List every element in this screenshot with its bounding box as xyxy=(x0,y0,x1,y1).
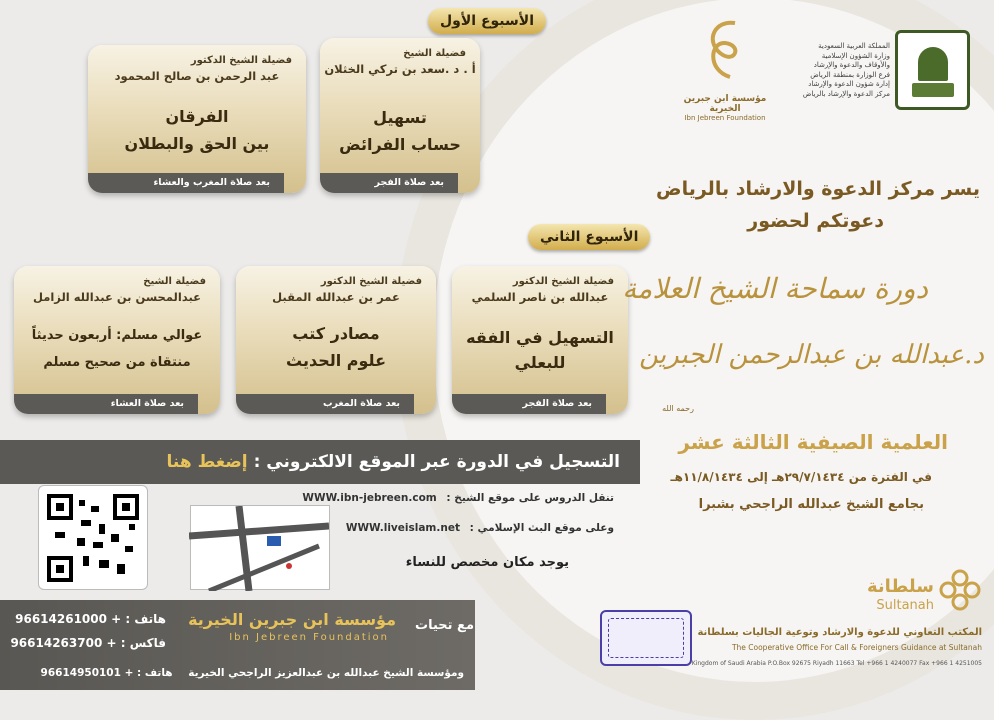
course-title: التسهيل في الفقه xyxy=(466,328,614,347)
registration-text: التسجيل في الدورة عبر الموقع الالكتروني : xyxy=(253,452,620,472)
speaker-title: فضيلة الشيخ xyxy=(403,48,466,59)
site2-label: وعلى موقع البث الإسلامي : xyxy=(469,522,614,534)
footer-phone-line xyxy=(15,612,166,626)
rajhi-phone-label: هاتف : xyxy=(137,667,173,679)
phone-number: 96614261000 + xyxy=(15,612,122,626)
week-one-label: الأسبوع الأول xyxy=(428,8,546,34)
sultanah-logo xyxy=(938,568,983,613)
invite-line-1: يسر مركز الدعوة والارشاد بالرياض xyxy=(656,178,980,200)
footer-thanks: مع تحيات xyxy=(415,618,474,633)
course-card xyxy=(452,266,628,414)
registration-bar xyxy=(0,440,640,484)
course-time: بعد صلاة الفجر xyxy=(452,394,606,414)
course-card xyxy=(320,38,480,193)
course-title-2: د.عبدالله بن عبدالرحمن الجبرين xyxy=(639,340,984,370)
course-time: بعد صلاة المغرب xyxy=(236,394,414,414)
speaker-name: عمر بن عبدالله المقبل xyxy=(272,290,400,304)
mosque-icon xyxy=(918,47,948,81)
ministry-logo xyxy=(895,30,970,110)
coop-ar: المكتب التعاوني للدعوة والارشاد وتوعية الجاليات بسلطانة xyxy=(697,627,982,638)
course-place: بجامع الشيخ عبدالله الراجحي بشبرا xyxy=(698,497,924,512)
qr-code[interactable] xyxy=(38,485,148,590)
rajhi-phone: 96614950101 + xyxy=(40,667,134,679)
fax-label: فاكس : xyxy=(120,636,166,650)
course-dates: في الفترة من ٢٩/٧/١٤٣٤هـ إلى ١١/٨/١٤٣٤هـ xyxy=(670,470,932,484)
course-title-1: دورة سماحة الشيخ العلامة xyxy=(622,272,928,305)
week-two-label: الأسبوع الثاني xyxy=(528,224,650,250)
fax-number: 96614263700 + xyxy=(10,636,117,650)
calligraphy-icon xyxy=(695,15,755,90)
course-title: الفرقان xyxy=(165,107,229,126)
register-link[interactable]: إضغط هنا xyxy=(166,452,248,472)
qr-code-icon xyxy=(47,494,139,582)
speaker-name: عبد الرحمن بن صالح المحمود xyxy=(114,69,280,83)
coop-en: The Cooperative Office For Call & Foreigners Guidance at Sultanah xyxy=(731,643,982,652)
course-time: بعد صلاة العشاء xyxy=(14,394,198,414)
ministry-text: المملكة العربية السعودية وزارة الشؤون الإسلامية والأوقاف والدعوة والإرشاد فرع الوزارة بمنطقة الرياض إدارة شؤون الدعوة والإرشاد مركز الدعوة والإرشاد بالرياض xyxy=(802,42,890,98)
course-subtitle: بين الحق والبطلان xyxy=(124,134,270,153)
map-icon xyxy=(189,506,329,591)
sultanah-ar: سلطانة xyxy=(866,576,934,597)
coop-address: Kingdom of Saudi Arabia P.O.Box 92675 Riyadh 11663 Tel +966 1 4240077 Fax +966 1 4251005 xyxy=(691,660,982,667)
footer-foundation-en: Ibn Jebreen Foundation xyxy=(229,632,389,643)
course-subtitle: منتقاة من صحيح مسلم xyxy=(43,355,191,370)
site1-link[interactable]: WWW.ibn-jebreen.com xyxy=(302,492,437,504)
course-title: عوالي مسلم: أربعون حديثاً xyxy=(31,328,203,343)
site1-label: تنقل الدروس على موقع الشيخ : xyxy=(446,492,614,504)
course-card xyxy=(236,266,436,414)
course-time: بعد صلاة المغرب والعشاء xyxy=(88,173,284,193)
ibn-jebreen-logo: مؤسسة ابن جبرين الخيرية Ibn Jebreen Foundation xyxy=(680,15,770,120)
invite-line-2: دعوتكم لحضور xyxy=(747,210,884,232)
site1-line xyxy=(302,492,614,504)
course-subtitle: علوم الحديث xyxy=(286,351,386,370)
phone-label: هاتف : xyxy=(125,612,166,626)
speaker-title: فضيلة الشيخ الدكتور xyxy=(190,55,292,66)
footer-fax-line xyxy=(10,636,166,650)
footer-foundation-ar: مؤسسة ابن جبرين الخيرية xyxy=(188,610,396,629)
flower-icon xyxy=(938,568,983,613)
location-map[interactable] xyxy=(190,505,330,590)
site2-line xyxy=(346,522,614,534)
speaker-title: فضيلة الشيخ الدكتور xyxy=(320,276,422,287)
speaker-title: فضيلة الشيخ xyxy=(143,276,206,287)
course-subtitle: حساب الفرائض xyxy=(339,135,461,154)
course-subtitle: للبعلي xyxy=(514,353,566,372)
women-note: يوجد مكان مخصص للنساء xyxy=(405,555,569,570)
course-time: بعد صلاة الفجر xyxy=(320,173,458,193)
sultanah-en: Sultanah xyxy=(876,598,934,613)
site2-link[interactable]: WWW.liveislam.net xyxy=(345,522,460,534)
course-subtitle: العلمية الصيفية الثالثة عشر xyxy=(678,430,948,454)
speaker-title: فضيلة الشيخ الدكتور xyxy=(512,276,614,287)
rajhi-name: ومؤسسة الشيخ عبدالله بن عبدالعزيز الراجحي الخيرية xyxy=(188,667,464,679)
course-title: تسهيل xyxy=(373,108,427,127)
speaker-name: عبدالله بن ناصر السلمي xyxy=(471,290,609,304)
course-card xyxy=(14,266,220,414)
speaker-name: أ . د .سعد بن تركي الخثلان xyxy=(324,62,476,76)
speaker-name: عبدالمحسن بن عبدالله الزامل xyxy=(32,290,202,304)
rahimahullah: رحمه الله xyxy=(662,404,694,413)
course-title: مصادر كتب xyxy=(292,324,380,343)
footer-rajhi xyxy=(41,667,464,679)
official-stamp xyxy=(600,610,692,666)
course-card xyxy=(88,45,306,193)
